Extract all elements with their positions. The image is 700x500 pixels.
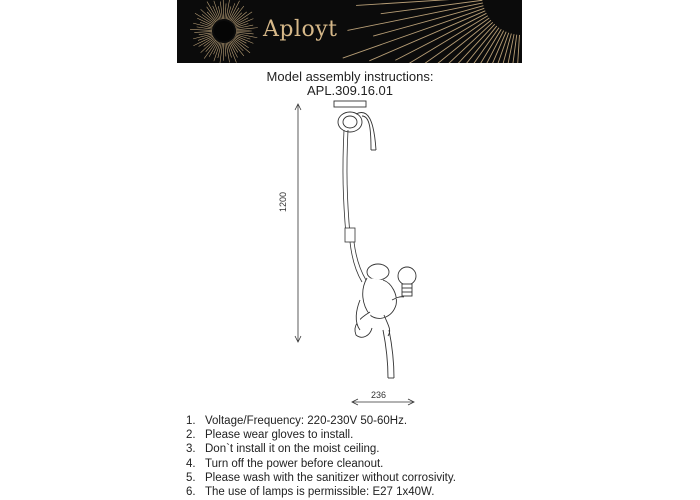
brand-name: Aployt <box>263 17 338 42</box>
instruction-item <box>186 471 456 485</box>
page-title: Model assembly instructions: <box>266 69 434 84</box>
instruction-text: Turn off the power before cleanout. <box>205 457 384 470</box>
instruction-item <box>186 485 456 499</box>
instruction-number: 2. <box>186 429 196 442</box>
ceiling-canopy <box>334 101 366 107</box>
width-dimension-label: 236 <box>371 390 387 400</box>
monkey-figure <box>355 264 404 337</box>
instruction-text: The use of lamps is permissible: E27 1x40W. <box>205 486 435 499</box>
light-bulb <box>398 267 416 296</box>
instruction-number: 1. <box>186 415 196 427</box>
instruction-number: 4. <box>186 457 196 470</box>
instruction-item <box>186 442 456 456</box>
instruction-text: Voltage/Frequency: 220-230V 50-60Hz. <box>205 415 408 427</box>
instructions-list <box>186 414 456 499</box>
instruction-number: 6. <box>186 486 196 499</box>
instruction-item <box>186 457 456 471</box>
height-dimension-line <box>295 104 301 342</box>
instruction-number: 5. <box>186 471 196 484</box>
instruction-item <box>186 414 456 428</box>
instruction-text: Please wear gloves to install. <box>205 429 354 442</box>
monkey-tail <box>383 330 394 378</box>
instruction-item <box>186 428 456 442</box>
model-number: APL.309.16.01 <box>306 83 394 98</box>
height-dimension-label: 1200 <box>278 191 288 212</box>
instruction-text: Please wash with the sanitizer without corrosivity. <box>205 471 456 484</box>
instruction-text: Don`t install it on the moist ceiling. <box>205 443 380 456</box>
instruction-number: 3. <box>186 443 196 456</box>
suspension-cord <box>343 130 366 282</box>
